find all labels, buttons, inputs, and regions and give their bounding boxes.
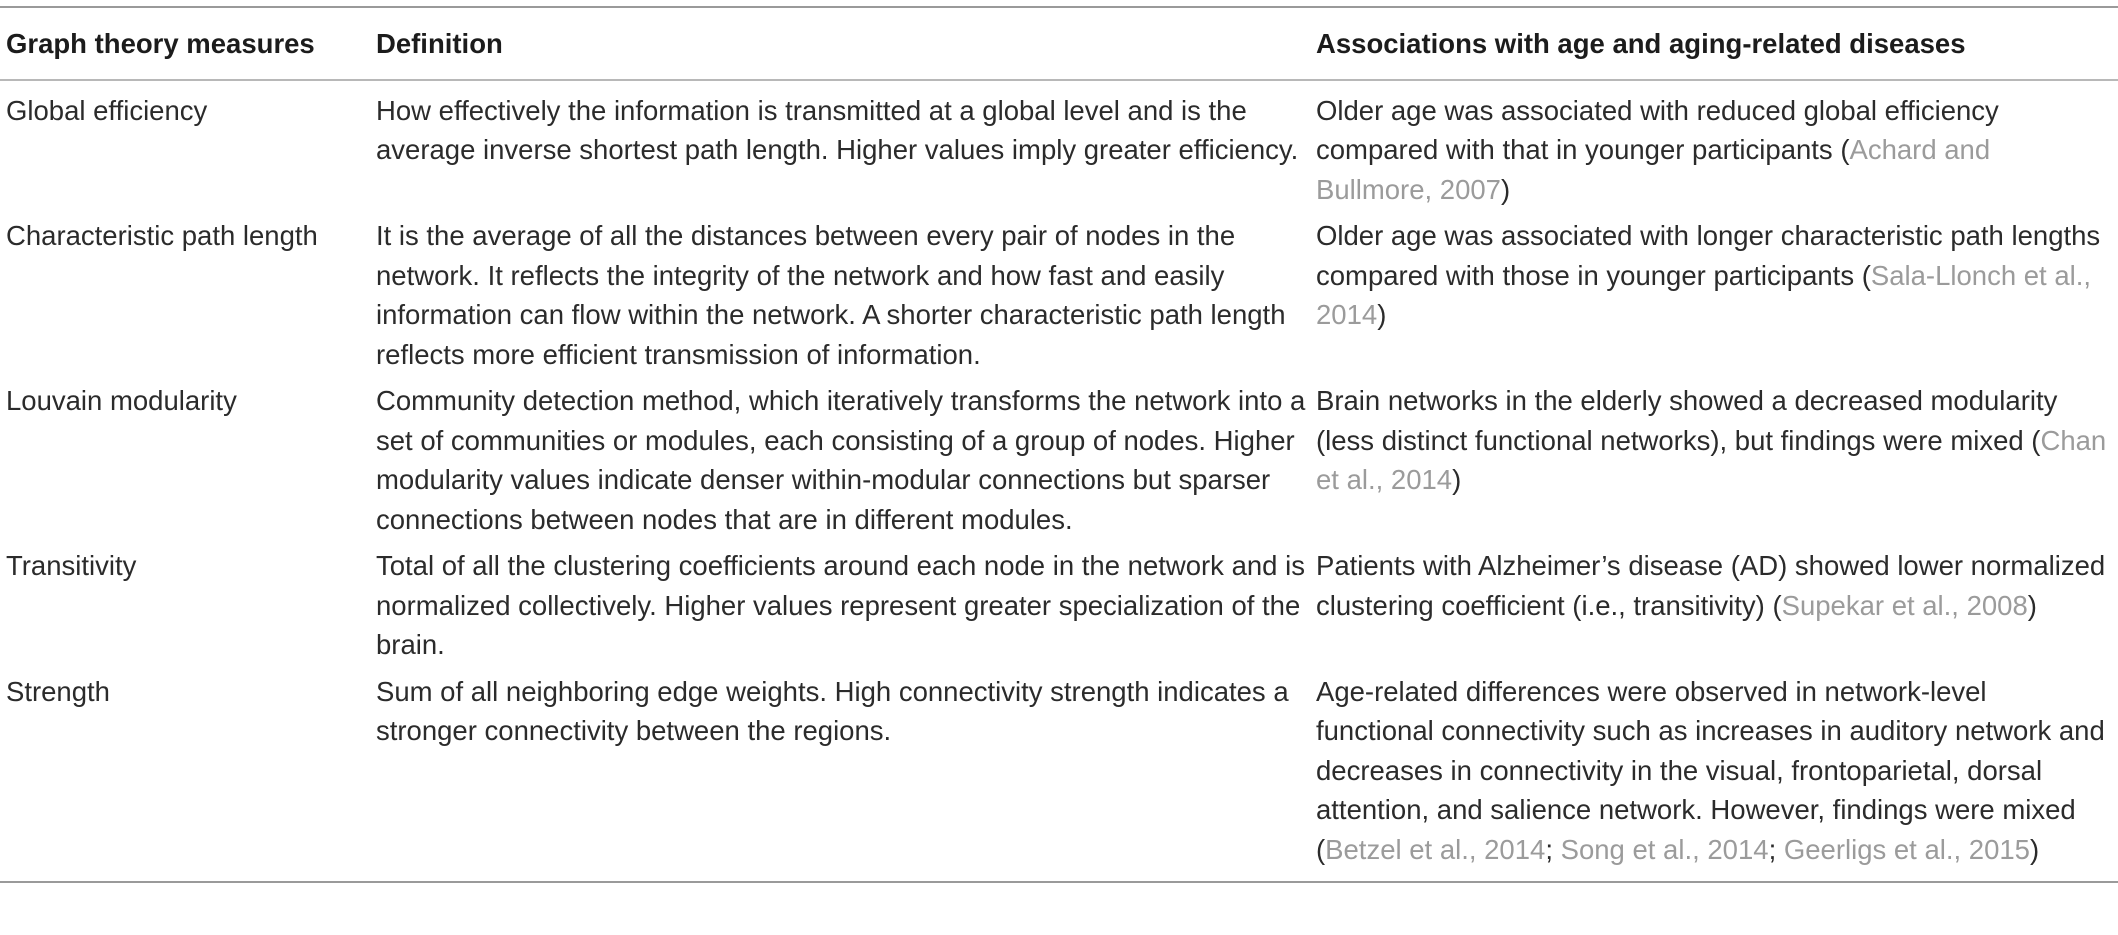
association-text: Patients with Alzheimer’s disease (AD) showed lower normalized clustering coefficient (i.e., transitivity) (: [1316, 550, 2106, 621]
association-text: Age-related differences were observed in network-level functional connectivity such as increases in auditory network and decreases in connectivity in the visual, frontoparietal, dorsal attention, and salience network. However, findings were mixed (: [1316, 675, 2105, 865]
ref-separator: ;: [1545, 833, 1561, 865]
definition-cell: Total of all the clustering coefficients around each node in the network and is normalized collectively. Higher values represent greater specialization of the brain.: [376, 550, 1305, 660]
association-cell: [1316, 672, 2118, 883]
definition-cell: How effectively the information is transmitted at a global level and is the average inverse shortest path length. Higher values imply greater efficiency.: [376, 94, 1299, 165]
header-graph-theory-measures: Graph theory measures: [6, 28, 315, 59]
measure-cell: Characteristic path length: [6, 220, 318, 251]
definition-cell: It is the average of all the distances between every pair of nodes in the network. It reflects the integrity of the network and how fast and easily information can flow within the network. A shorter characteristic path length reflects more efficient transmission of information.: [376, 220, 1286, 370]
definition-cell: Community detection method, which iteratively transforms the network into a set of communities or modules, each consisting of a group of nodes. Higher modularity values indicate denser within-modular connections but sparser connections between nodes that are in different modules.: [376, 385, 1306, 535]
table-row: [0, 672, 2118, 883]
citation-link[interactable]: Achard and Bullmore, 2007: [1316, 134, 1991, 205]
citation-link[interactable]: Sala-Llonch et al., 2014: [1316, 259, 2092, 330]
definition-cell: Sum of all neighboring edge weights. High connectivity strength indicates a stronger connectivity between the regions.: [376, 675, 1289, 746]
association-tail: ): [1500, 173, 1511, 205]
association-cell: [1316, 381, 2118, 546]
table-row: [0, 80, 2118, 217]
association-text: Brain networks in the elderly showed a decreased modularity (less distinct functional networks), but findings were mixed (: [1316, 385, 2058, 456]
measure-cell: Global efficiency: [6, 94, 208, 126]
measure-cell: Louvain modularity: [6, 385, 237, 416]
graph-measures-table: [0, 6, 2118, 883]
citation-link[interactable]: Geerligs et al., 2015: [1783, 833, 2030, 865]
association-text: Older age was associated with longer characteristic path lengths compared with those in younger participants (: [1316, 220, 2101, 291]
header-associations: Associations with age and aging-related diseases: [1316, 28, 1966, 59]
table-row: [0, 546, 2118, 672]
association-tail: ): [2027, 589, 2037, 621]
measure-cell: Transitivity: [6, 550, 137, 581]
header-definition: Definition: [376, 28, 503, 59]
association-tail: ): [1452, 464, 1462, 495]
citation-link[interactable]: Chan et al., 2014: [1316, 424, 2107, 495]
citation-link[interactable]: Supekar et al., 2008: [1781, 589, 2028, 621]
table-row: [0, 381, 2118, 546]
table-row: [0, 216, 2118, 381]
citation-link[interactable]: Betzel et al., 2014: [1325, 833, 1546, 865]
association-cell: [1316, 80, 2118, 217]
citation-link[interactable]: Song et al., 2014: [1560, 833, 1769, 865]
association-tail: ): [2029, 833, 2040, 865]
measure-cell: Strength: [6, 675, 110, 707]
table-header-row: [0, 7, 2118, 80]
ref-separator: ;: [1768, 833, 1784, 865]
association-cell: [1316, 216, 2118, 381]
association-cell: [1316, 546, 2118, 672]
association-text: Older age was associated with reduced global efficiency compared with that in younger participants (: [1316, 94, 1999, 165]
association-tail: ): [1377, 299, 1387, 330]
